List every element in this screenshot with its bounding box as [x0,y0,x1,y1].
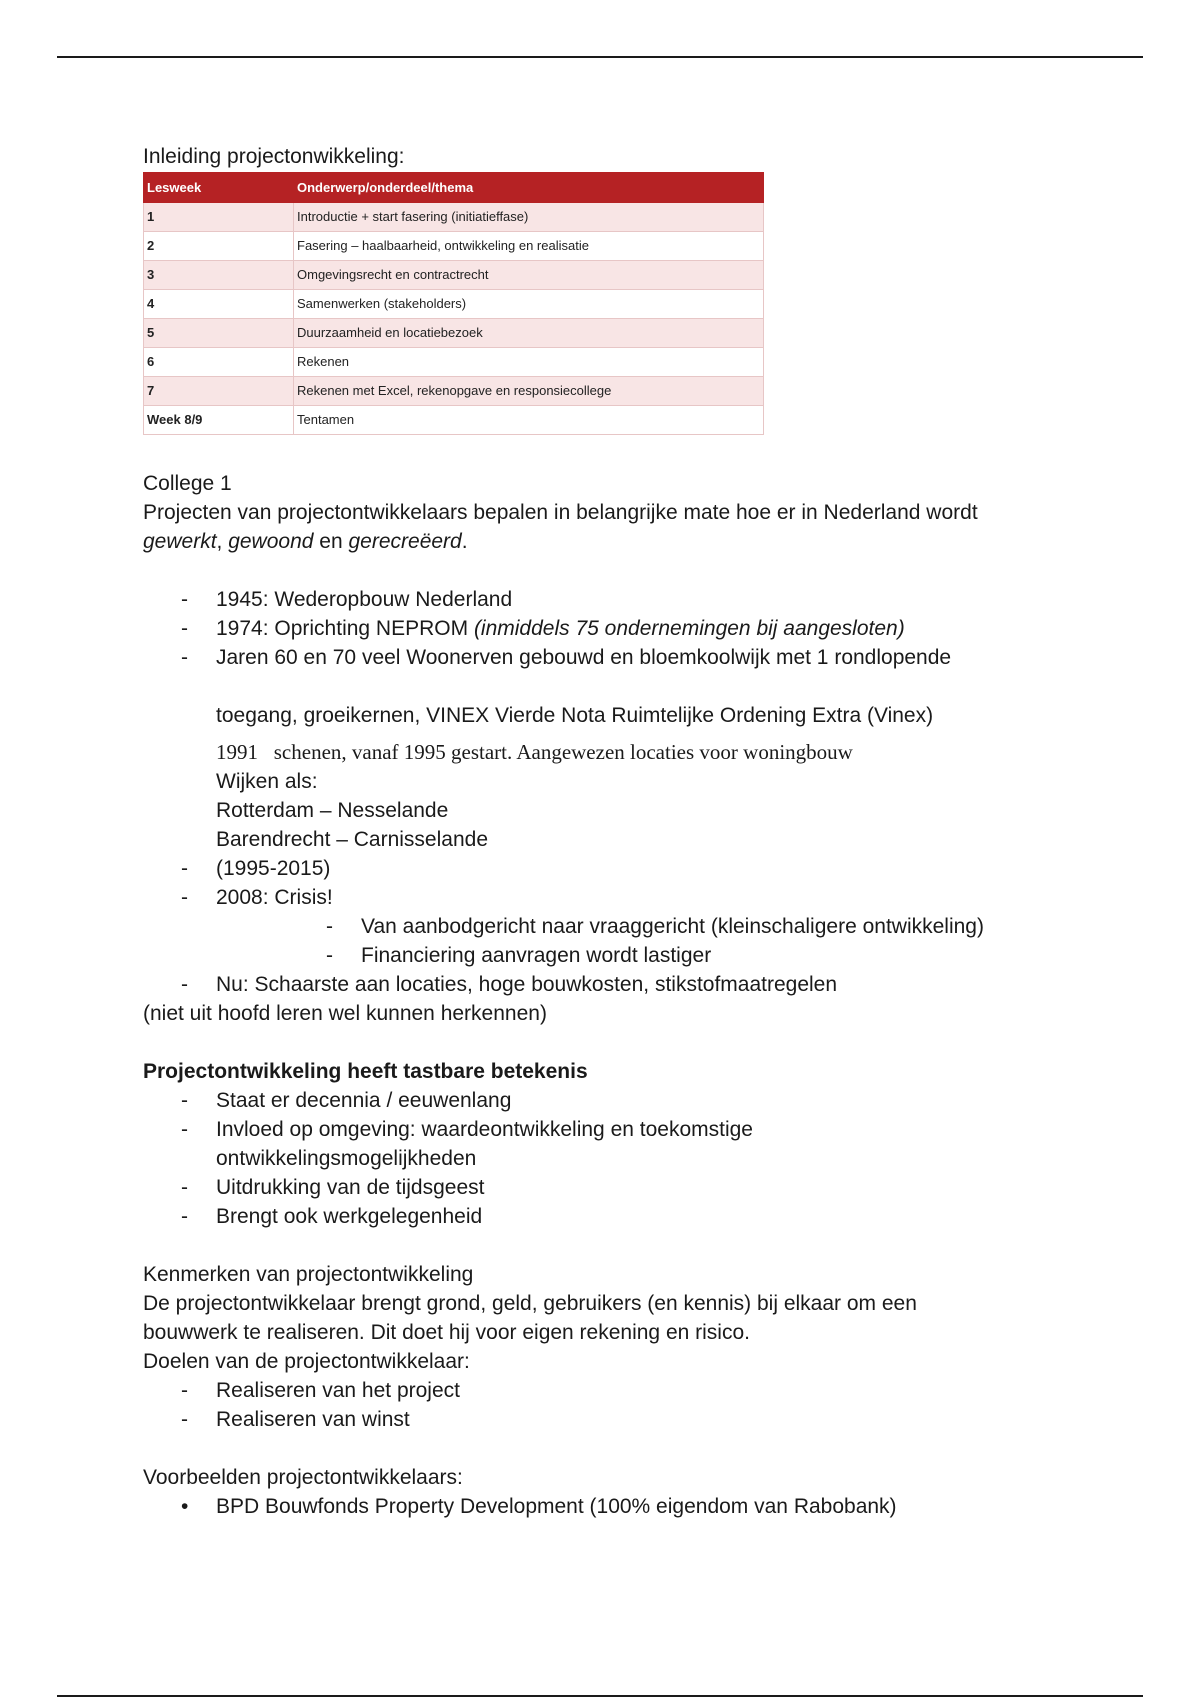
list-item: - Realiseren van winst [143,1405,1083,1434]
intro-italic-gewoond: gewoond [228,530,314,553]
college-section [143,469,1083,1028]
voorbeelden-list [143,1492,1083,1521]
intro-heading: Inleiding projectonwikkeling: [143,145,405,168]
week-cell: 7 [144,377,294,406]
tastbaar-list [143,1086,1083,1231]
table-row [144,319,764,348]
list-item: - Uitdrukking van de tijdsgeest [143,1173,1083,1202]
week-cell: 3 [144,261,294,290]
document-body [143,142,1083,1521]
week-cell: 5 [144,319,294,348]
column-header-week: Lesweek [144,173,294,203]
college-intro [143,498,1083,556]
topic-cell: Fasering – haalbaarheid, ontwikkeling en realisatie [294,232,764,261]
tastbaar-section [143,1057,1083,1231]
list-item: - (1995-2015) [143,854,1083,883]
serif-year: 1991 [216,740,258,764]
neprom-note: (inmiddels 75 ondernemingen bij aangesloten) [473,617,905,640]
table-row [144,232,764,261]
intro-italic-gewerkt: gewerkt [143,530,217,553]
history-list [143,585,1083,672]
week-cell: Week 8/9 [144,406,294,435]
wijk-barendrecht: Barendrecht – Carnisselande [216,828,488,851]
list-item: - Financiering aanvragen wordt lastiger [143,941,1083,970]
list-item: - Brengt ook werkgelegenheid [143,1202,1083,1231]
table-row [144,261,764,290]
vinex-line: toegang, groeikernen, VINEX Vierde Nota Ruimtelijke Ordening Extra (Vinex) [216,704,934,727]
schedule-table [143,172,764,435]
header-rule [57,56,1143,58]
list-item: - Nu: Schaarste aan locaties, hoge bouwkosten, stikstofmaatregelen [143,970,1083,999]
intro-text: Projecten van projectontwikkelaars bepalen in belangrijke mate hoe er in Nederland wordt [143,501,978,524]
crisis-list [143,854,1083,912]
tastbaar-title [143,1057,1083,1086]
topic-cell: Samenwerken (stakeholders) [294,290,764,319]
college-title: College 1 [143,472,232,495]
vinex-serif-line [143,738,1083,767]
week-cell: 6 [144,348,294,377]
kenmerken-title: Kenmerken van projectontwikkeling [143,1263,474,1286]
week-cell: 4 [144,290,294,319]
intro-separator: en [313,530,349,553]
list-item-text: 1974: Oprichting NEPROM [216,617,474,640]
topic-cell: Rekenen [294,348,764,377]
wijk-rotterdam: Rotterdam – Nesselande [216,799,449,822]
list-item: - 2008: Crisis! [143,883,1083,912]
doelen-list [143,1376,1083,1434]
topic-cell: Duurzaamheid en locatiebezoek [294,319,764,348]
list-item: - Invloed op omgeving: waardeontwikkeling en toekomstige ontwikkelingsmogelijkheden [143,1115,1083,1173]
table-row [144,377,764,406]
footer-rule [57,1695,1143,1697]
topic-cell: Omgevingsrecht en contractrecht [294,261,764,290]
list-item [143,614,1083,643]
list-item: - Realiseren van het project [143,1376,1083,1405]
list-item: - Staat er decennia / eeuwenlang [143,1086,1083,1115]
intro-separator: , [216,530,229,553]
list-item: • BPD Bouwfonds Property Development (100% eigendom van Rabobank) [143,1492,1083,1521]
table-header-row [144,173,764,203]
table-row [144,348,764,377]
table-row [144,203,764,232]
doelen-label: Doelen van de projectontwikkelaar: [143,1350,470,1373]
column-header-topic: Onderwerp/onderdeel/thema [294,173,764,203]
learning-note: (niet uit hoofd leren wel kunnen herkennen) [143,1002,547,1025]
voorbeelden-section [143,1463,1083,1521]
serif-text: schenen, vanaf 1995 gestart. Aangewezen locaties voor woningbouw [273,740,853,764]
now-list [143,970,1083,999]
list-item: - Van aanbodgericht naar vraaggericht (kleinschaligere ontwikkeling) [143,912,1083,941]
list-item: - 1945: Wederopbouw Nederland [143,585,1083,614]
topic-cell: Introductie + start fasering (initiatieffase) [294,203,764,232]
table-row [144,290,764,319]
kenmerken-text: De projectontwikkelaar brengt grond, geld, gebruikers (en kennis) bij elkaar om een bouwwerk te realiseren. Dit doet hij voor eigen rekening en risico. [143,1292,917,1344]
intro-end: . [461,530,468,553]
list-item: - Jaren 60 en 70 veel Woonerven gebouwd en bloemkoolwijk met 1 rondlopende [143,643,1083,672]
week-cell: 1 [144,203,294,232]
topic-cell: Tentamen [294,406,764,435]
topic-cell: Rekenen met Excel, rekenopgave en responsiecollege [294,377,764,406]
kenmerken-section [143,1260,1083,1434]
week-cell: 2 [144,232,294,261]
wijken-label: Wijken als: [216,770,318,793]
intro-italic-gerecreeerd: gerecreëerd [348,530,462,553]
crisis-sub-list [143,912,1083,970]
table-row [144,406,764,435]
voorbeelden-title: Voorbeelden projectontwikkelaars: [143,1466,463,1489]
tastbaar-title-text: Projectontwikkeling heeft tastbare betekenis [143,1060,588,1083]
